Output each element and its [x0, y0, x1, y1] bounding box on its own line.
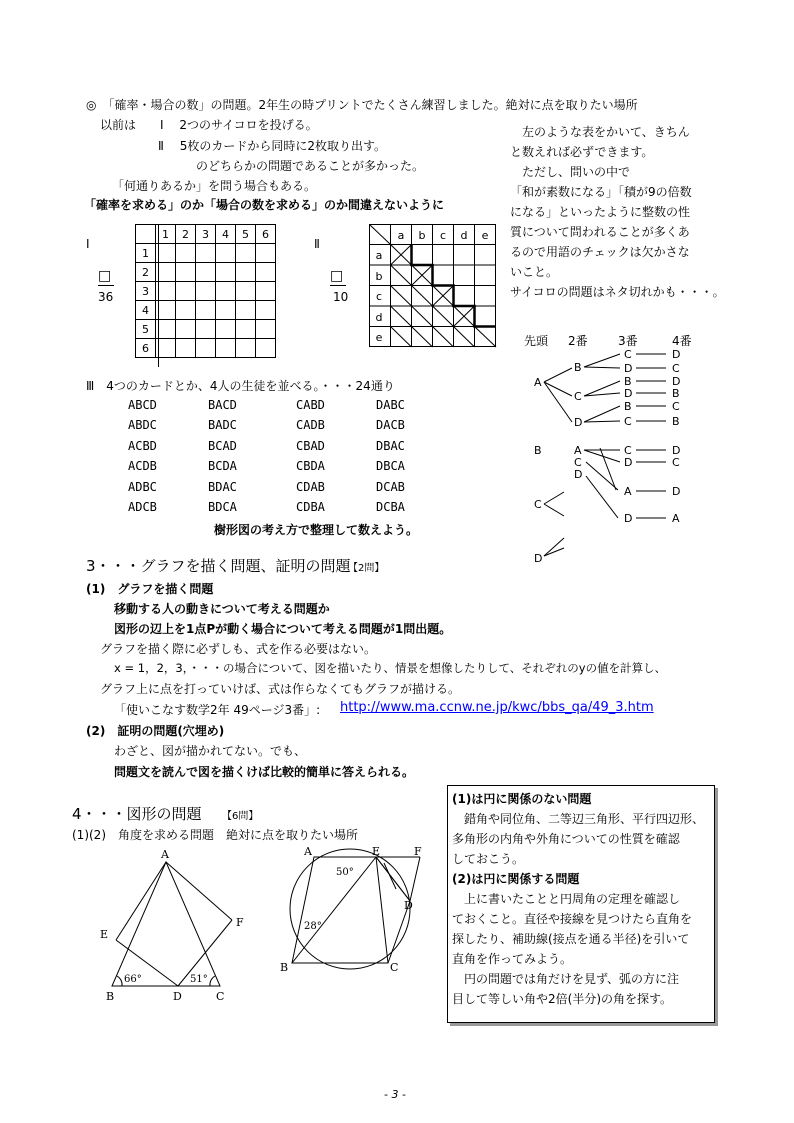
box-line: (1)は円に関係のない問題 [452, 792, 592, 806]
box-line: 円の問題では角だけを見ず、弧の方に注 [452, 972, 680, 986]
svg-text:B: B [672, 387, 680, 400]
svg-text:D: D [574, 416, 583, 429]
box-line: 上に書いたことと円周角の定理を確認し [452, 892, 681, 906]
svg-text:A: A [624, 485, 632, 498]
intro-line: 「何通りあるか」を問う場合もある。 [112, 179, 317, 193]
tree-diagram [520, 330, 720, 570]
svg-text:C: C [574, 456, 582, 469]
page-number: - 3 - [384, 1088, 406, 1101]
note-line: 質について問われることが多くあ [510, 225, 690, 239]
perm-item: ADBC [128, 479, 157, 494]
sec3-line: 問題文を読んで図を描くけば比較的簡単に答えられる。 [114, 765, 415, 779]
dice-table [135, 224, 276, 358]
sec3-p2-title: (2) 証明の問題(穴埋め) [86, 724, 225, 738]
perm-item: DABC [376, 398, 405, 412]
note-line: になる」といったように整数の性 [510, 205, 691, 219]
angle-label: 66° [124, 974, 142, 985]
col-header: 4 [216, 225, 236, 244]
note-line: 「和が素数になる」「積が9の倍数 [510, 185, 692, 199]
fraction-box: □ [330, 268, 344, 284]
section4-subtitle: (1)(2) 角度を求める問題 絶対に点を取りたい場所 [72, 828, 358, 842]
grid2-fraction-den: 10 [333, 290, 349, 304]
box-line: ておくこと。直径や接線を見つけたら直角を [452, 912, 693, 926]
row-header: 6 [136, 339, 156, 358]
sec3-line: グラフを描く際に必ずしも、式を作る必要はない。 [100, 642, 377, 656]
perm-item: BCAD [208, 438, 237, 453]
vertex-label: F [414, 845, 422, 858]
note-line: ただし、問いの中で [522, 165, 631, 179]
svg-text:D: D [672, 485, 681, 498]
note-line: と数えれば必ずできます。 [510, 145, 654, 159]
sec3-line: 図形の辺上を1点Pが動く場合について考える問題が1問出題。 [114, 622, 452, 636]
perm-item: CADB [296, 418, 325, 433]
intro-line: ◎ 「確率・場合の数」の問題。2年生の時プリントでたくさん練習しました。絶対に点を取りたい場所 [86, 98, 638, 112]
box-line: しておこう。 [452, 852, 525, 866]
vertex-label: A [304, 845, 312, 858]
reference-link[interactable]: http://www.ma.ccnw.ne.jp/kwc/bbs_qa/49_3.htm [340, 700, 654, 715]
svg-text:C: C [624, 415, 632, 428]
note-line: 左のような表をかいて、きちん [522, 125, 690, 139]
col-header: 2 [176, 225, 196, 244]
col-header: c [439, 229, 447, 242]
fraction-bar [98, 285, 114, 286]
sec3-line: 移動する人の動きについて考える問題か [114, 602, 330, 616]
note-line: いこと。 [510, 265, 559, 279]
svg-text:D: D [624, 512, 633, 525]
row-header: d [375, 311, 383, 324]
row-header: e [375, 331, 383, 344]
box-line: 探したり、補助線(接点を通る半径)を引いて [452, 932, 690, 946]
col-header: a [397, 229, 405, 242]
svg-text:A: A [574, 444, 582, 457]
perm-item: DCBA [376, 500, 405, 514]
col-header: 3 [196, 225, 216, 244]
figure-triangle [92, 848, 262, 1004]
col-header: b [418, 229, 426, 242]
vertex-label: E [372, 845, 381, 858]
row-header: c [375, 290, 383, 303]
perm-item: CBAD [296, 438, 325, 453]
perm-item: ADCB [128, 500, 157, 514]
perm-footer: 樹形図の考え方で整理して数えよう。 [214, 523, 419, 537]
vertex-label: D [404, 899, 413, 912]
vertex-label: E [100, 928, 109, 941]
perm-item: BACD [208, 398, 237, 412]
grid1-label: Ⅰ [86, 237, 90, 251]
svg-text:D: D [672, 444, 681, 457]
sec3-p1-title: (1) グラフを描く問題 [86, 582, 214, 596]
perm-item: BCDA [208, 459, 237, 474]
vertex-label: C [390, 961, 399, 974]
intro-line: 以前は Ⅰ 2つのサイコロを投げる。 [100, 118, 318, 132]
perm-title: Ⅲ 4つのカードとか、4人の生徒を並べる。・・・24通り [86, 379, 395, 393]
col-header: e [481, 229, 489, 242]
tree-header: 先頭 [524, 334, 549, 348]
svg-text:C: C [672, 400, 680, 413]
fraction-box: □ [98, 268, 112, 284]
row-header: a [375, 249, 383, 262]
box-line: 多角形の内角や外角についての性質を確認 [452, 832, 680, 846]
box-line: 直角を作ってみよう。 [452, 952, 573, 966]
svg-text:D: D [574, 468, 583, 481]
col-header: d [460, 229, 468, 242]
svg-text:C: C [534, 498, 542, 511]
perm-item: CDAB [296, 479, 325, 494]
perm-item: ABDC [128, 418, 157, 433]
box-line: 錯角や同位角、二等辺三角形、平行四辺形、 [452, 812, 705, 826]
section4-title: 4・・・図形の問題 [72, 805, 202, 823]
row-header: 1 [136, 244, 156, 263]
svg-text:B: B [624, 400, 632, 413]
svg-text:C: C [624, 444, 632, 457]
svg-text:C: C [574, 390, 582, 403]
section4-count: 【6問】 [222, 811, 259, 822]
svg-text:A: A [672, 512, 680, 525]
corner-cell [136, 225, 156, 244]
figure-circle [276, 845, 436, 977]
intro-line: Ⅱ 5枚のカードから同時に2枚取り出す。 [158, 139, 387, 153]
section3-title: 3・・・グラフを描く問題、証明の問題 [86, 557, 351, 575]
svg-text:A: A [534, 376, 542, 389]
vertex-label: B [106, 990, 115, 1003]
col-header: 5 [236, 225, 256, 244]
perm-item: CBDA [296, 459, 325, 474]
card-table [369, 224, 497, 348]
svg-text:B: B [534, 444, 542, 457]
vertex-label: F [236, 916, 244, 929]
box-line: 目して等しい角や2倍(半分)の角を探す。 [452, 992, 673, 1006]
sec3-line: わざと、図が描かれてない。でも、 [114, 744, 307, 758]
perm-item: CABD [296, 398, 325, 412]
row-header: 5 [136, 320, 156, 339]
row-header: 2 [136, 263, 156, 282]
svg-text:D: D [624, 362, 633, 375]
col-header: 6 [256, 225, 276, 244]
svg-text:B: B [624, 375, 632, 388]
sec3-line: x = 1，2，3，・・・の場合について、図を描いたり、情景を想像したりして、それぞれのyの値を計算し、 [114, 661, 667, 675]
svg-text:C: C [672, 362, 680, 375]
row-header: b [375, 270, 383, 283]
grid-divider [158, 224, 159, 367]
perm-item: DBAC [376, 438, 405, 453]
tips-box [447, 785, 715, 1023]
angle-label: 50° [336, 867, 354, 878]
perm-item: CDBA [296, 500, 325, 514]
note-line: サイコロの問題はネタ切れかも・・・。 [510, 285, 725, 299]
vertex-label: C [216, 990, 225, 1003]
vertex-label: D [173, 990, 182, 1003]
grid2-label: Ⅱ [314, 237, 320, 251]
sec3-ref: 「使いこなす数学2年 49ページ3番」: [114, 703, 321, 717]
angle-label: 28° [304, 921, 322, 932]
angle-label: 51° [190, 974, 208, 985]
section3-count: 【2問】 [348, 563, 385, 574]
intro-line: のどちらかの問題であることが多かった。 [196, 159, 425, 173]
grid1-fraction-den: 36 [98, 290, 114, 304]
svg-text:D: D [624, 456, 633, 469]
row-header: 4 [136, 301, 156, 320]
perm-item: ACDB [128, 459, 157, 474]
perm-item: DACB [376, 418, 405, 433]
vertex-label: A [161, 848, 169, 861]
svg-text:C: C [624, 348, 632, 361]
tree-header: 2番 [568, 334, 588, 348]
perm-item: ACBD [128, 438, 157, 453]
perm-item: BDCA [208, 500, 237, 514]
svg-text:B: B [672, 415, 680, 428]
svg-text:D: D [672, 348, 681, 361]
col-header: 1 [156, 225, 176, 244]
note-line: るので用語のチェックは欠かさな [510, 245, 690, 259]
fraction-bar [330, 285, 346, 286]
perm-item: BADC [208, 418, 237, 433]
tree-header: 4番 [672, 334, 692, 348]
perm-item: BDAC [208, 479, 237, 494]
intro-warning: 「確率を求める」のか「場合の数を求める」のか間違えないように [84, 198, 445, 212]
perm-item: DCAB [376, 479, 405, 494]
svg-text:B: B [574, 361, 582, 374]
row-header: 3 [136, 282, 156, 301]
svg-text:D: D [624, 387, 633, 400]
perm-item: ABCD [128, 398, 157, 412]
box-line: (2)は円に関係する問題 [452, 872, 580, 886]
svg-text:D: D [534, 552, 543, 565]
tree-header: 3番 [618, 334, 638, 348]
vertex-label: B [280, 961, 289, 974]
svg-text:C: C [672, 456, 680, 469]
sec3-line: グラフ上に点を打っていけば、式は作らなくてもグラフが描ける。 [100, 682, 461, 696]
svg-text:D: D [672, 375, 681, 388]
perm-item: DBCA [376, 459, 405, 474]
